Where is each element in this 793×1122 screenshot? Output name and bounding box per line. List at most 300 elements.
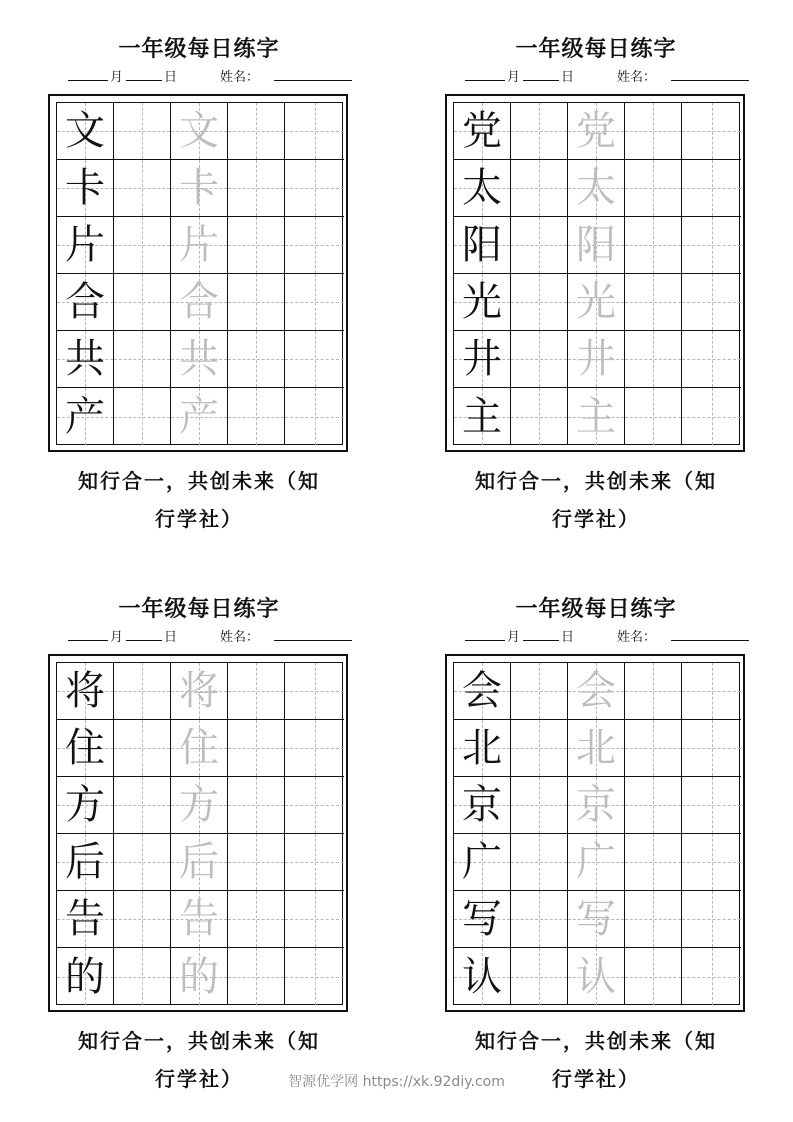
guide-line-horizontal — [511, 805, 567, 806]
practice-cell[interactable] — [285, 331, 344, 388]
trace-char-cell[interactable] — [171, 891, 228, 948]
name-label: 姓名： — [220, 70, 260, 85]
practice-cell[interactable] — [285, 834, 344, 891]
sheet-caption — [44, 462, 354, 538]
guide-line-horizontal — [285, 805, 344, 806]
guide-line-horizontal — [682, 359, 741, 360]
guide-line-horizontal — [625, 748, 681, 749]
model-character: 卡 — [65, 165, 105, 211]
trace-char-cell[interactable] — [171, 834, 228, 891]
practice-cell[interactable] — [228, 834, 285, 891]
grid-row — [57, 720, 342, 777]
guide-line-horizontal — [682, 805, 741, 806]
grid-row — [454, 388, 739, 445]
guide-line-horizontal — [511, 417, 567, 418]
practice-cell[interactable] — [682, 103, 741, 160]
trace-char-cell[interactable] — [171, 388, 228, 445]
guide-line-horizontal — [114, 805, 170, 806]
practice-cell[interactable] — [228, 891, 285, 948]
trace-char-cell[interactable] — [171, 777, 228, 834]
day-blank[interactable] — [523, 626, 559, 641]
grid-row — [454, 834, 739, 891]
trace-character: 党 — [576, 108, 616, 154]
caption-line-1: 知行合一，共创未来（知 — [475, 1029, 717, 1053]
practice-cell[interactable] — [682, 777, 741, 834]
date-name-line — [441, 66, 751, 86]
practice-sheet — [44, 32, 354, 552]
practice-cell[interactable] — [511, 834, 568, 891]
guide-line-horizontal — [682, 748, 741, 749]
practice-cell[interactable] — [114, 948, 171, 1005]
practice-cell[interactable] — [511, 103, 568, 160]
trace-char-cell[interactable] — [568, 160, 625, 217]
practice-cell[interactable] — [114, 834, 171, 891]
practice-cell[interactable] — [228, 663, 285, 720]
model-char-cell — [57, 388, 114, 445]
guide-line-horizontal — [114, 977, 170, 978]
trace-char-cell[interactable] — [171, 331, 228, 388]
guide-line-horizontal — [511, 977, 567, 978]
sheet-title: 一年级每日练字 — [515, 37, 677, 62]
guide-line-horizontal — [682, 977, 741, 978]
grid-row — [57, 834, 342, 891]
grid-frame — [48, 94, 348, 452]
name-label: 姓名： — [617, 630, 657, 645]
guide-line-horizontal — [682, 691, 741, 692]
practice-cell[interactable] — [682, 663, 741, 720]
practice-cell[interactable] — [625, 948, 682, 1005]
practice-cell[interactable] — [285, 274, 344, 331]
grid-row — [57, 274, 342, 331]
practice-cell[interactable] — [625, 160, 682, 217]
practice-cell[interactable] — [285, 720, 344, 777]
practice-cell[interactable] — [511, 948, 568, 1005]
model-character: 认 — [462, 953, 502, 1000]
model-character: 文 — [65, 108, 105, 154]
month-blank[interactable] — [68, 66, 108, 81]
day-label: 日 — [164, 630, 178, 645]
guide-line-horizontal — [228, 359, 284, 360]
grid-row — [454, 160, 739, 217]
guide-line-horizontal — [625, 862, 681, 863]
guide-line-horizontal — [114, 131, 170, 132]
trace-char-cell[interactable] — [568, 217, 625, 274]
name-blank[interactable] — [274, 66, 352, 81]
practice-cell[interactable] — [625, 388, 682, 445]
trace-char-cell[interactable] — [171, 103, 228, 160]
model-char-cell — [57, 720, 114, 777]
trace-char-cell[interactable] — [568, 331, 625, 388]
trace-character: 卡 — [179, 165, 219, 211]
guide-line-horizontal — [228, 805, 284, 806]
guide-line-horizontal — [114, 417, 170, 418]
practice-cell[interactable] — [285, 217, 344, 274]
guide-line-horizontal — [625, 977, 681, 978]
practice-cell[interactable] — [114, 103, 171, 160]
guide-line-horizontal — [682, 862, 741, 863]
trace-character: 将 — [179, 668, 219, 714]
practice-cell[interactable] — [682, 388, 741, 445]
day-label: 日 — [561, 630, 575, 645]
model-character: 后 — [65, 839, 105, 885]
guide-line-horizontal — [228, 691, 284, 692]
guide-line-horizontal — [682, 302, 741, 303]
guide-line-horizontal — [114, 302, 170, 303]
practice-cell[interactable] — [625, 777, 682, 834]
practice-cell[interactable] — [625, 274, 682, 331]
guide-line-horizontal — [625, 131, 681, 132]
practice-cell[interactable] — [511, 160, 568, 217]
practice-cell[interactable] — [285, 777, 344, 834]
trace-character: 产 — [179, 393, 219, 440]
guide-line-horizontal — [228, 862, 284, 863]
guide-line-horizontal — [511, 188, 567, 189]
model-char-cell — [57, 948, 114, 1005]
grid-row — [454, 217, 739, 274]
practice-cell[interactable] — [625, 663, 682, 720]
model-char-cell — [57, 331, 114, 388]
trace-character: 会 — [576, 668, 616, 714]
guide-line-horizontal — [682, 131, 741, 132]
grid-row — [57, 948, 342, 1005]
practice-sheet — [441, 32, 751, 552]
model-char-cell — [454, 834, 511, 891]
model-char-cell — [454, 388, 511, 445]
name-blank[interactable] — [274, 626, 352, 641]
grid-row — [454, 331, 739, 388]
guide-line-horizontal — [625, 359, 681, 360]
sheet-title: 一年级每日练字 — [118, 37, 280, 62]
practice-cell[interactable] — [625, 834, 682, 891]
guide-line-horizontal — [228, 417, 284, 418]
practice-cell[interactable] — [511, 891, 568, 948]
trace-char-cell[interactable] — [568, 388, 625, 445]
month-label: 月 — [507, 630, 521, 645]
practice-cell[interactable] — [228, 217, 285, 274]
month-label: 月 — [110, 70, 124, 85]
model-character: 产 — [65, 393, 105, 440]
practice-cell[interactable] — [511, 388, 568, 445]
day-blank[interactable] — [126, 626, 162, 641]
trace-character: 方 — [179, 782, 219, 828]
practice-cell[interactable] — [228, 948, 285, 1005]
trace-char-cell[interactable] — [568, 103, 625, 160]
practice-cell[interactable] — [511, 331, 568, 388]
model-character: 告 — [65, 896, 105, 942]
trace-char-cell[interactable] — [171, 217, 228, 274]
guide-line-horizontal — [625, 302, 681, 303]
trace-character: 京 — [576, 782, 616, 828]
practice-cell[interactable] — [682, 834, 741, 891]
grid-row — [454, 103, 739, 160]
model-character: 的 — [65, 953, 105, 1000]
model-character: 太 — [462, 165, 502, 211]
day-label: 日 — [164, 70, 178, 85]
practice-cell[interactable] — [228, 720, 285, 777]
trace-character: 后 — [179, 839, 219, 885]
practice-cell[interactable] — [114, 891, 171, 948]
month-label: 月 — [110, 630, 124, 645]
trace-char-cell[interactable] — [568, 274, 625, 331]
practice-cell[interactable] — [682, 217, 741, 274]
practice-cell[interactable] — [285, 160, 344, 217]
day-blank[interactable] — [126, 66, 162, 81]
date-name-line — [44, 66, 354, 86]
caption-line-1: 知行合一，共创未来（知 — [78, 469, 320, 493]
tianzige-grid — [56, 102, 343, 445]
practice-cell[interactable] — [228, 274, 285, 331]
model-char-cell — [57, 663, 114, 720]
guide-line-horizontal — [114, 245, 170, 246]
trace-character: 文 — [179, 108, 219, 154]
guide-line-horizontal — [228, 131, 284, 132]
grid-row — [57, 663, 342, 720]
guide-line-horizontal — [114, 188, 170, 189]
month-label: 月 — [507, 70, 521, 85]
model-character: 会 — [462, 668, 502, 714]
trace-char-cell[interactable] — [568, 948, 625, 1005]
sheet-title: 一年级每日练字 — [118, 597, 280, 622]
guide-line-horizontal — [114, 862, 170, 863]
practice-cell[interactable] — [114, 160, 171, 217]
trace-character: 太 — [576, 165, 616, 211]
name-blank[interactable] — [671, 626, 749, 641]
day-blank[interactable] — [523, 66, 559, 81]
guide-line-horizontal — [114, 691, 170, 692]
practice-cell[interactable] — [228, 331, 285, 388]
trace-character: 光 — [576, 279, 616, 325]
model-char-cell — [454, 720, 511, 777]
grid-row — [57, 777, 342, 834]
trace-char-cell[interactable] — [171, 720, 228, 777]
practice-cell[interactable] — [682, 331, 741, 388]
practice-cell[interactable] — [114, 663, 171, 720]
tianzige-grid — [453, 102, 740, 445]
trace-char-cell[interactable] — [568, 777, 625, 834]
model-character: 井 — [462, 336, 502, 382]
date-name-line — [441, 626, 751, 646]
practice-cell[interactable] — [228, 777, 285, 834]
grid-frame — [445, 654, 745, 1012]
practice-cell[interactable] — [285, 103, 344, 160]
date-name-line — [44, 626, 354, 646]
practice-cell[interactable] — [625, 331, 682, 388]
grid-frame — [48, 654, 348, 1012]
grid-row — [57, 160, 342, 217]
practice-cell[interactable] — [682, 720, 741, 777]
model-character: 主 — [462, 393, 502, 440]
practice-sheet — [441, 592, 751, 1112]
trace-char-cell[interactable] — [568, 834, 625, 891]
model-character: 党 — [462, 108, 502, 154]
tianzige-grid — [453, 662, 740, 1005]
caption-line-2: 行学社） — [155, 1067, 243, 1091]
practice-cell[interactable] — [511, 274, 568, 331]
practice-cell[interactable] — [228, 103, 285, 160]
trace-character: 片 — [179, 222, 219, 268]
model-character: 阳 — [462, 222, 502, 268]
practice-cell[interactable] — [114, 274, 171, 331]
name-label: 姓名： — [220, 630, 260, 645]
practice-cell[interactable] — [114, 777, 171, 834]
trace-char-cell[interactable] — [568, 720, 625, 777]
grid-row — [454, 891, 739, 948]
model-character: 住 — [65, 725, 105, 771]
guide-line-horizontal — [228, 188, 284, 189]
grid-row — [57, 103, 342, 160]
guide-line-horizontal — [625, 188, 681, 189]
grid-row — [454, 777, 739, 834]
trace-character: 阳 — [576, 222, 616, 268]
month-blank[interactable] — [465, 66, 505, 81]
model-character: 写 — [462, 896, 502, 942]
trace-character: 写 — [576, 896, 616, 942]
model-char-cell — [57, 834, 114, 891]
trace-char-cell[interactable] — [568, 663, 625, 720]
caption-line-2: 行学社） — [552, 1067, 640, 1091]
caption-line-2: 行学社） — [155, 507, 243, 531]
practice-cell[interactable] — [625, 720, 682, 777]
practice-cell[interactable] — [682, 891, 741, 948]
model-char-cell — [454, 777, 511, 834]
model-char-cell — [454, 160, 511, 217]
model-char-cell — [57, 160, 114, 217]
trace-char-cell[interactable] — [568, 891, 625, 948]
day-label: 日 — [561, 70, 575, 85]
model-char-cell — [454, 663, 511, 720]
model-character: 共 — [65, 336, 105, 382]
model-character: 广 — [462, 839, 502, 885]
guide-line-horizontal — [228, 919, 284, 920]
trace-char-cell[interactable] — [171, 663, 228, 720]
guide-line-horizontal — [285, 862, 344, 863]
practice-cell[interactable] — [285, 948, 344, 1005]
guide-line-horizontal — [114, 748, 170, 749]
guide-line-horizontal — [682, 245, 741, 246]
practice-cell[interactable] — [114, 217, 171, 274]
trace-character: 认 — [576, 953, 616, 1000]
month-blank[interactable] — [465, 626, 505, 641]
practice-cell[interactable] — [285, 891, 344, 948]
trace-character: 住 — [179, 725, 219, 771]
guide-line-horizontal — [625, 245, 681, 246]
grid-row — [57, 388, 342, 445]
practice-cell[interactable] — [511, 217, 568, 274]
model-char-cell — [454, 331, 511, 388]
model-char-cell — [454, 103, 511, 160]
guide-line-horizontal — [625, 805, 681, 806]
guide-line-horizontal — [511, 245, 567, 246]
practice-cell[interactable] — [114, 331, 171, 388]
model-character: 光 — [462, 279, 502, 325]
practice-cell[interactable] — [682, 274, 741, 331]
model-char-cell — [57, 217, 114, 274]
model-char-cell — [57, 274, 114, 331]
model-char-cell — [454, 948, 511, 1005]
grid-frame — [445, 94, 745, 452]
trace-char-cell[interactable] — [171, 948, 228, 1005]
guide-line-horizontal — [682, 417, 741, 418]
guide-line-horizontal — [285, 748, 344, 749]
practice-cell[interactable] — [511, 663, 568, 720]
practice-cell[interactable] — [511, 720, 568, 777]
practice-cell[interactable] — [114, 720, 171, 777]
trace-char-cell[interactable] — [171, 160, 228, 217]
guide-line-horizontal — [682, 188, 741, 189]
guide-line-horizontal — [285, 131, 344, 132]
trace-character: 共 — [179, 336, 219, 382]
guide-line-horizontal — [511, 131, 567, 132]
guide-line-horizontal — [682, 919, 741, 920]
model-char-cell — [454, 274, 511, 331]
grid-row — [57, 891, 342, 948]
practice-cell[interactable] — [625, 891, 682, 948]
guide-line-horizontal — [625, 417, 681, 418]
trace-character: 合 — [179, 279, 219, 325]
trace-char-cell[interactable] — [171, 274, 228, 331]
guide-line-horizontal — [511, 862, 567, 863]
practice-cell[interactable] — [625, 103, 682, 160]
trace-character: 北 — [576, 725, 616, 771]
guide-line-horizontal — [511, 919, 567, 920]
guide-line-horizontal — [511, 302, 567, 303]
guide-line-horizontal — [228, 302, 284, 303]
sheet-caption — [441, 462, 751, 538]
practice-cell[interactable] — [228, 160, 285, 217]
watermark: 智源优学网 https://xk.92diy.com — [288, 1074, 505, 1090]
model-char-cell — [57, 777, 114, 834]
guide-line-horizontal — [285, 188, 344, 189]
practice-cell[interactable] — [228, 388, 285, 445]
grid-row — [454, 720, 739, 777]
guide-line-horizontal — [285, 359, 344, 360]
caption-line-2: 行学社） — [552, 507, 640, 531]
guide-line-horizontal — [285, 691, 344, 692]
practice-cell[interactable] — [511, 777, 568, 834]
model-char-cell — [454, 217, 511, 274]
practice-cell[interactable] — [285, 388, 344, 445]
guide-line-horizontal — [285, 919, 344, 920]
guide-line-horizontal — [285, 302, 344, 303]
model-character: 合 — [65, 279, 105, 325]
name-label: 姓名： — [617, 70, 657, 85]
model-character: 北 — [462, 725, 502, 771]
trace-character: 的 — [179, 953, 219, 1000]
caption-line-1: 知行合一，共创未来（知 — [78, 1029, 320, 1053]
sheet-title: 一年级每日练字 — [515, 597, 677, 622]
caption-line-1: 知行合一，共创未来（知 — [475, 469, 717, 493]
trace-character: 告 — [179, 896, 219, 942]
trace-character: 井 — [576, 336, 616, 382]
guide-line-horizontal — [228, 748, 284, 749]
practice-cell[interactable] — [682, 160, 741, 217]
practice-cell[interactable] — [625, 217, 682, 274]
guide-line-horizontal — [511, 691, 567, 692]
practice-cell[interactable] — [114, 388, 171, 445]
practice-cell[interactable] — [285, 663, 344, 720]
guide-line-horizontal — [511, 359, 567, 360]
month-blank[interactable] — [68, 626, 108, 641]
grid-row — [454, 663, 739, 720]
trace-character: 广 — [576, 839, 616, 885]
grid-row — [454, 948, 739, 1005]
guide-line-horizontal — [285, 417, 344, 418]
tianzige-grid — [56, 662, 343, 1005]
grid-row — [454, 274, 739, 331]
practice-cell[interactable] — [682, 948, 741, 1005]
grid-row — [57, 217, 342, 274]
name-blank[interactable] — [671, 66, 749, 81]
